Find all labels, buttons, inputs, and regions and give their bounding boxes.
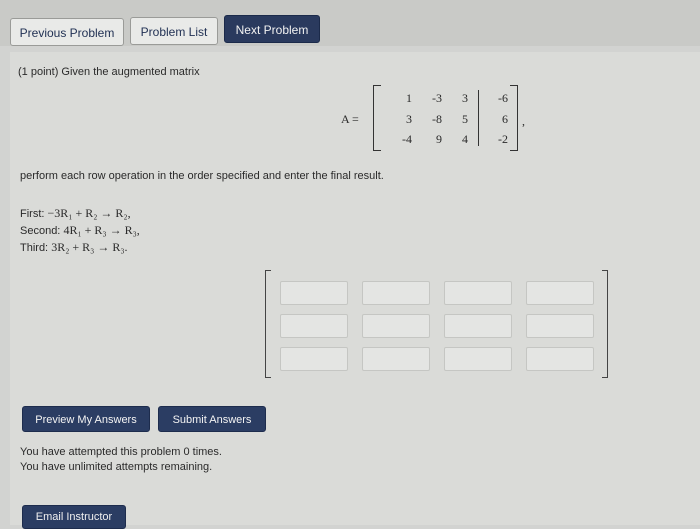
- operation-expression: 3R₂ + R₃ → R₃.: [51, 240, 128, 254]
- attempts-remaining: You have unlimited attempts remaining.: [20, 461, 213, 473]
- problem-list-button[interactable]: Problem List: [130, 17, 218, 45]
- operation-expression: 4R₁ + R₃ → R₃,: [63, 223, 140, 237]
- matrix-cell: 9: [436, 132, 442, 146]
- matrix-cell: 1: [406, 91, 412, 105]
- answer-input-r2c3[interactable]: [444, 314, 512, 338]
- matrix-cell: -4: [402, 132, 412, 146]
- matrix-cell: -2: [498, 132, 508, 146]
- answer-input-r3c4[interactable]: [526, 347, 594, 371]
- operation-second: [20, 223, 140, 238]
- matrix-cell: 3: [406, 112, 412, 126]
- answer-matrix-right-bracket: [602, 270, 608, 378]
- operation-expression: −3R₁ + R₂ → R₂,: [47, 206, 131, 220]
- answer-matrix-left-bracket: [265, 270, 271, 378]
- attempts-status: You have attempted this problem 0 times.: [20, 446, 222, 458]
- matrix-cell: 4: [462, 132, 468, 146]
- operation-first: [20, 206, 131, 221]
- preview-answers-button[interactable]: Preview My Answers: [22, 406, 150, 432]
- matrix-label: A =: [341, 112, 359, 126]
- matrix-cell: -3: [432, 91, 442, 105]
- previous-problem-button[interactable]: Previous Problem: [10, 18, 124, 46]
- matrix-cell: -6: [498, 91, 508, 105]
- answer-input-r3c3[interactable]: [444, 347, 512, 371]
- matrix-cell: 5: [462, 112, 468, 126]
- answer-input-r3c1[interactable]: [280, 347, 348, 371]
- matrix-cell: -8: [432, 112, 442, 126]
- instruction-text: perform each row operation in the order specified and enter the final result.: [20, 170, 384, 182]
- matrix-left-bracket: [373, 85, 381, 151]
- matrix-right-bracket: [510, 85, 518, 151]
- operation-label: Third:: [20, 242, 49, 254]
- matrix-cell: 3: [462, 91, 468, 105]
- answer-input-r2c1[interactable]: [280, 314, 348, 338]
- answer-input-r3c2[interactable]: [362, 347, 430, 371]
- submit-answers-button[interactable]: Submit Answers: [158, 406, 266, 432]
- matrix-trailing-comma: ,: [522, 114, 525, 128]
- answer-input-r2c2[interactable]: [362, 314, 430, 338]
- problem-header: (1 point) Given the augmented matrix: [18, 66, 200, 78]
- email-instructor-button[interactable]: Email Instructor: [22, 505, 126, 529]
- operation-third: [20, 240, 128, 255]
- answer-input-r2c4[interactable]: [526, 314, 594, 338]
- next-problem-button[interactable]: Next Problem: [224, 15, 320, 43]
- answer-input-r1c4[interactable]: [526, 281, 594, 305]
- answer-input-r1c3[interactable]: [444, 281, 512, 305]
- matrix-cell: 6: [502, 112, 508, 126]
- answer-input-r1c2[interactable]: [362, 281, 430, 305]
- operation-label: Second:: [20, 225, 61, 237]
- augment-divider: [478, 90, 479, 146]
- answer-input-r1c1[interactable]: [280, 281, 348, 305]
- operation-label: First:: [20, 208, 45, 220]
